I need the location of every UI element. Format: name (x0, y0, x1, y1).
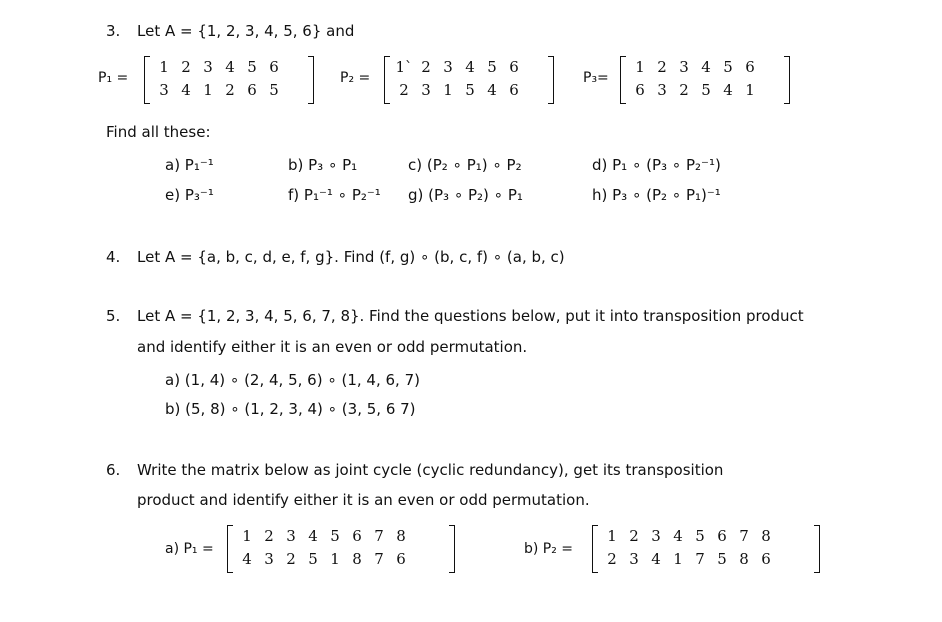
q6-a-row2: 4 3 2 5 1 8 7 6 (242, 550, 406, 568)
q6-a-row1: 1 2 3 4 5 6 7 8 (242, 527, 406, 545)
q5-line2: and identify either it is an even or odd permutation. (137, 338, 528, 356)
q6-number: 6. (106, 461, 121, 479)
q6-b-row2: 2 3 4 1 7 5 8 6 (607, 550, 771, 568)
q3-p2-row2: 2 3 1 5 4 6 (399, 81, 519, 99)
q3-item-e: e) P₃⁻¹ (165, 186, 214, 204)
q3-item-a: a) P₁⁻¹ (165, 156, 214, 174)
q3-p3-row1: 1 2 3 4 5 6 (635, 58, 755, 76)
q3-p1-row2: 3 4 1 2 6 5 (159, 81, 279, 99)
q3-p1-row1: 1 2 3 4 5 6 (159, 58, 279, 76)
q3-item-b: b) P₃ ∘ P₁ (288, 156, 358, 174)
q5-number: 5. (106, 307, 121, 325)
q3-item-c: c) (P₂ ∘ P₁) ∘ P₂ (408, 156, 522, 174)
q3-p2-matrix (384, 56, 554, 104)
q6-a-label: a) P₁ = (165, 541, 214, 557)
q6-line1: Write the matrix below as joint cycle (cyclic redundancy), get its transposition (137, 461, 724, 479)
q6-line2: product and identify either it is an even or odd permutation. (137, 491, 590, 509)
q6-b-row1: 1 2 3 4 5 6 7 8 (607, 527, 771, 545)
q5-item-b: b) (5, 8) ∘ (1, 2, 3, 4) ∘ (3, 5, 6 7) (165, 400, 416, 418)
q5-item-a: a) (1, 4) ∘ (2, 4, 5, 6) ∘ (1, 4, 6, 7) (165, 371, 420, 389)
q6-b-matrix (592, 525, 820, 573)
q4-text: Let A = {a, b, c, d, e, f, g}. Find (f, g) ∘ (b, c, f) ∘ (a, b, c) (137, 248, 565, 266)
q3-find-label: Find all these: (106, 123, 211, 141)
q3-item-f: f) P₁⁻¹ ∘ P₂⁻¹ (288, 186, 381, 204)
q4-number: 4. (106, 248, 121, 266)
q3-item-d: d) P₁ ∘ (P₃ ∘ P₂⁻¹) (592, 156, 721, 174)
q3-p3-row2: 6 3 2 5 4 1 (635, 81, 755, 99)
q3-number: 3. (106, 22, 121, 40)
q3-p3-label: P₃= (583, 70, 609, 86)
q3-p2-label: P₂ = (340, 70, 371, 86)
q3-item-g: g) (P₃ ∘ P₂) ∘ P₁ (408, 186, 523, 204)
q5-line1: Let A = {1, 2, 3, 4, 5, 6, 7, 8}. Find the questions below, put it into transposition product (137, 307, 804, 325)
q6-b-label: b) P₂ = (524, 541, 574, 557)
q3-intro: Let A = {1, 2, 3, 4, 5, 6} and (137, 22, 355, 40)
q6-a-matrix (227, 525, 455, 573)
q3-item-h: h) P₃ ∘ (P₂ ∘ P₁)⁻¹ (592, 186, 721, 204)
q3-p3-matrix (620, 56, 790, 104)
q3-p1-label: P₁ = (98, 70, 129, 86)
q3-p2-row1: 1` 2 3 4 5 6 (395, 58, 519, 76)
q3-p1-matrix (144, 56, 314, 104)
